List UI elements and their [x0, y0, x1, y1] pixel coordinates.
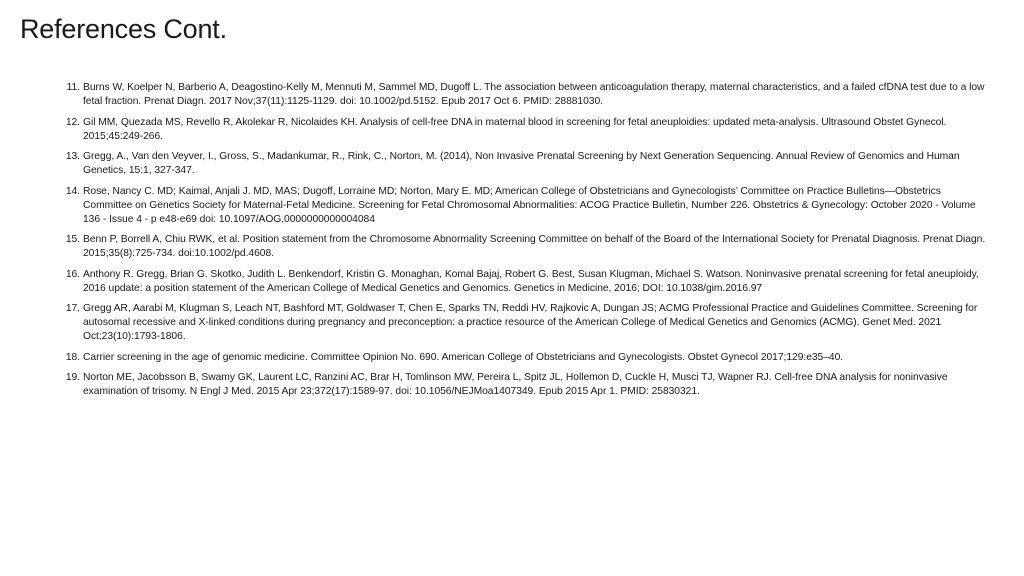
reference-item: [60, 371, 990, 399]
reference-item: [60, 116, 990, 144]
reference-number: 13.: [65, 151, 80, 162]
reference-item: [60, 302, 990, 344]
reference-text: Gil MM, Quezada MS, Revello R, Akolekar R, Nicolaides KH. Analysis of cell-free DNA in maternal blood in screening for fetal aneuploidies: updated meta-analysis. Ultrasound Obstet Gynecol. 2015;45:249-266.: [83, 116, 947, 142]
reference-item: [60, 351, 990, 365]
reference-text: Rose, Nancy C. MD; Kaimal, Anjali J. MD, MAS; Dugoff, Lorraine MD; Norton, Mary E. MD; American College of Obstetricians and Gynecologists’ Committee on Practice Bulletins—Obstetrics Committee on Genetics Society for Maternal-Fetal Medicine. Screening for Fetal Chromosomal Abnormalities: ACOG Practice Bulletin, Number 226. Obstetrics & Gynecology: October 2020 - Volume 136 - Issue 4 - p e48-e69 doi: 10.1097/AOG.0000000000004084: [83, 185, 976, 225]
reference-item: [60, 185, 990, 227]
reference-item: [60, 268, 990, 296]
reference-text: Gregg, A., Van den Veyver, I., Gross, S., Madankumar, R., Rink, C., Norton, M. (2014), Non Invasive Prenatal Screening by Next Generation Sequencing. Annual Review of Genomics and Human Genetics, 15:1, 327-347.: [83, 151, 960, 176]
reference-text: Gregg AR, Aarabi M, Klugman S, Leach NT, Bashford MT, Goldwaser T, Chen E, Sparks TN, Reddi HV, Rajkovic A, Dungan JS; ACMG Professional Practice and Guidelines Committee. Screening for autosomal recessive and X-linked conditions during pregnancy and preconception: a practice resource of the American College of Medical Genetics and Genomics (ACMG). Genet Med. 2021 Oct;23(10):1793-1806.: [83, 303, 978, 342]
reference-number: 11.: [66, 82, 80, 93]
reference-number: 14.: [65, 185, 80, 197]
reference-number: 16.: [65, 268, 80, 280]
reference-text: Benn P, Borrell A, Chiu RWK, et al. Position statement from the Chromosome Abnormality Screening Committee on behalf of the Board of the International Society for Prenatal Diagnosis. Prenat Diagn. 2015;35(8):725-734. doi:10.1002/pd.4608.: [83, 234, 986, 259]
reference-number: 19.: [65, 372, 80, 383]
reference-item: [60, 81, 990, 109]
reference-item: [60, 233, 990, 261]
reference-number: 17.: [65, 303, 80, 314]
reference-number: 15.: [65, 234, 80, 245]
reference-number: 18.: [65, 351, 80, 363]
reference-text: Norton ME, Jacobsson B, Swamy GK, Laurent LC, Ranzini AC, Brar H, Tomlinson MW, Pereira L, Spitz JL, Hollemon D, Cuckle H, Musci TJ, Wapner RJ. Cell-free DNA analysis for noninvasive examination of trisomy. N Engl J Med. 2015 Apr 23;372(17):1589-97. doi: 10.1056/NEJMoa1407349. Epub 2015 Apr 1. PMID: 25830321.: [83, 372, 948, 397]
reference-text: Carrier screening in the age of genomic medicine. Committee Opinion No. 690. American College of Obstetricians and Gynecologists. Obstet Gynecol 2017;129:e35–40.: [83, 351, 844, 363]
reference-text: Burns W, Koelper N, Barberio A, Deagostino-Kelly M, Mennuti M, Sammel MD, Dugoff L. The association between anticoagulation therapy, maternal characteristics, and a failed cfDNA test due to a low fetal fraction. Prenat Diagn. 2017 Nov;37(11):1125-1129. doi: 10.1002/pd.5152. Epub 2017 Oct 6. PMID: 28881030.: [83, 82, 985, 107]
slide-title: References Cont.: [20, 14, 227, 44]
reference-item: [60, 150, 990, 178]
reference-text: Anthony R. Gregg, Brian G. Skotko, Judith L. Benkendorf, Kristin G. Monaghan, Komal Bajaj, Robert G. Best, Susan Klugman, Michael S. Watson. Noninvasive prenatal screening for fetal aneuploidy, 2016 update: a position statement of the American College of Medical Genetics and Genomics. Genetics in Medicine, 2016; DOI: 10.1038/gim.2016.97: [83, 268, 979, 294]
reference-list: [60, 81, 990, 406]
reference-number: 12.: [65, 116, 80, 128]
